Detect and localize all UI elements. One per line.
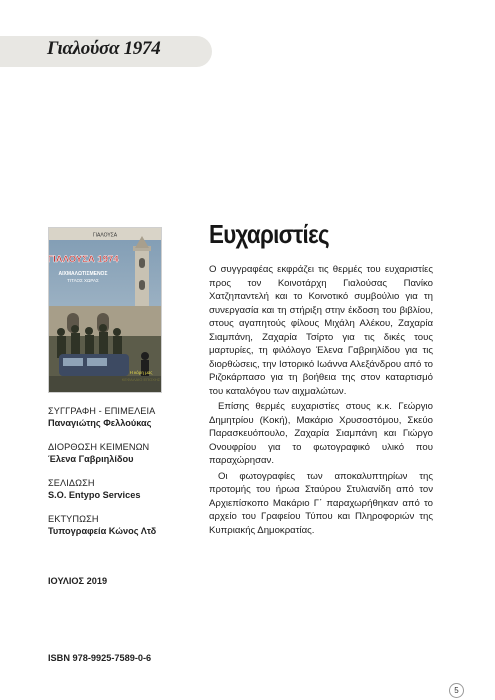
cover-top-line: ΓΙΑΛΟΥΣΑ (92, 232, 118, 239)
credit-label: ΔΙΟΡΘΩΣΗ ΚΕΙΜΕΝΩΝ (48, 442, 150, 452)
credit-value: S.O. Entypo Services (48, 490, 141, 500)
credit-layout (48, 477, 198, 501)
credit-value: Τυπογραφεία Κώνος Λτδ (48, 526, 157, 536)
page-number: 5 (449, 683, 464, 698)
credit-value: Έλενα Γαβριηλίδου (48, 454, 134, 464)
credit-value: Παναγιώτης Φελλούκας (48, 418, 152, 428)
isbn: ISBN 978-9925-7589-0-6 (48, 653, 152, 663)
acknowledgements-text (209, 263, 433, 539)
running-header-title: Γιαλούσα 1974 (47, 38, 161, 59)
book-cover-image (48, 227, 162, 393)
cover-author-line-1: Η κόρη μας (129, 370, 153, 375)
cover-subtitle-1: ΑΙΧΜΑΛΩΤΙΣΜΕΝΟΣ (58, 271, 108, 277)
credit-label: ΣΕΛΙΔΩΣΗ (48, 478, 95, 488)
publication-date: ΙΟΥΛΙΟΣ 2019 (48, 576, 108, 586)
cover-title: ΓΙΑΛΟΥΣΑ 1974 (49, 254, 119, 265)
paragraph: Οι φωτογραφίες των αποκαλυπτηρίων της προτομής του ήρωα Σταύρου Στυλιανίδη από τον Αρχιεπίσκοπο Μακάριο Γ΄ παραχωρήθηκαν από το αρχείο του Γραφείου Τύπου και Πληροφοριών της Κυπριακής Δημοκρατίας. (209, 470, 433, 536)
paragraph: Επίσης θερμές ευχαριστίες στους κ.κ. Γεώργιο Δημητρίου (Κοκή), Μακάριο Χρυσοστόμου, Σκεύο Παρασκευόπουλο, Ζαχαρία Σιαμπάνη και Γιώργο Ονουφρίου για το φωτογραφικό υλικό που παραχώρησαν. (209, 401, 433, 466)
paragraph: Ο συγγραφέας εκφράζει τις θερμές του ευχαριστίες προς τον Κοινοτάρχη Γιαλούσας Πανίκο Χατζηπαντελή και το Κοινοτικό συμβούλιο για τη συνεργασία και τη στήριξη στην έκδοση του βιβλίου, στους αγαπητούς φίλους Μιχάλη Αλέκου, Ζαχαρία Σιαμπάνη, Ζαχαρία Τσίρτο για τις δικές τους μαρτυρίες, τη φιλόλογο Έλενα Γαβριηλίδου για τις διορθώσεις, την Ιστορικό Ιωάννα Αλεξάνδρου από το Ριζοκάρπασο για τη βοήθεια της στον καταρτισμό του καταλόγου των αιχμαλώτων. (209, 264, 433, 397)
credits-block (48, 405, 198, 549)
cover-subtitle-2: ΤΙΤΛΟΣ ΧΩΡΑΣ (67, 278, 99, 283)
credit-label: ΕΚΤΥΠΩΣΗ (48, 514, 99, 524)
credit-label: ΣΥΓΓΡΑΦΗ - ΕΠΙΜΕΛΕΙΑ (48, 406, 156, 416)
credit-proofreading (48, 441, 198, 465)
section-title: Ευχαριστίες (209, 219, 329, 249)
credit-printing (48, 513, 198, 537)
credit-author (48, 405, 198, 429)
book-cover-illustration (49, 228, 161, 392)
